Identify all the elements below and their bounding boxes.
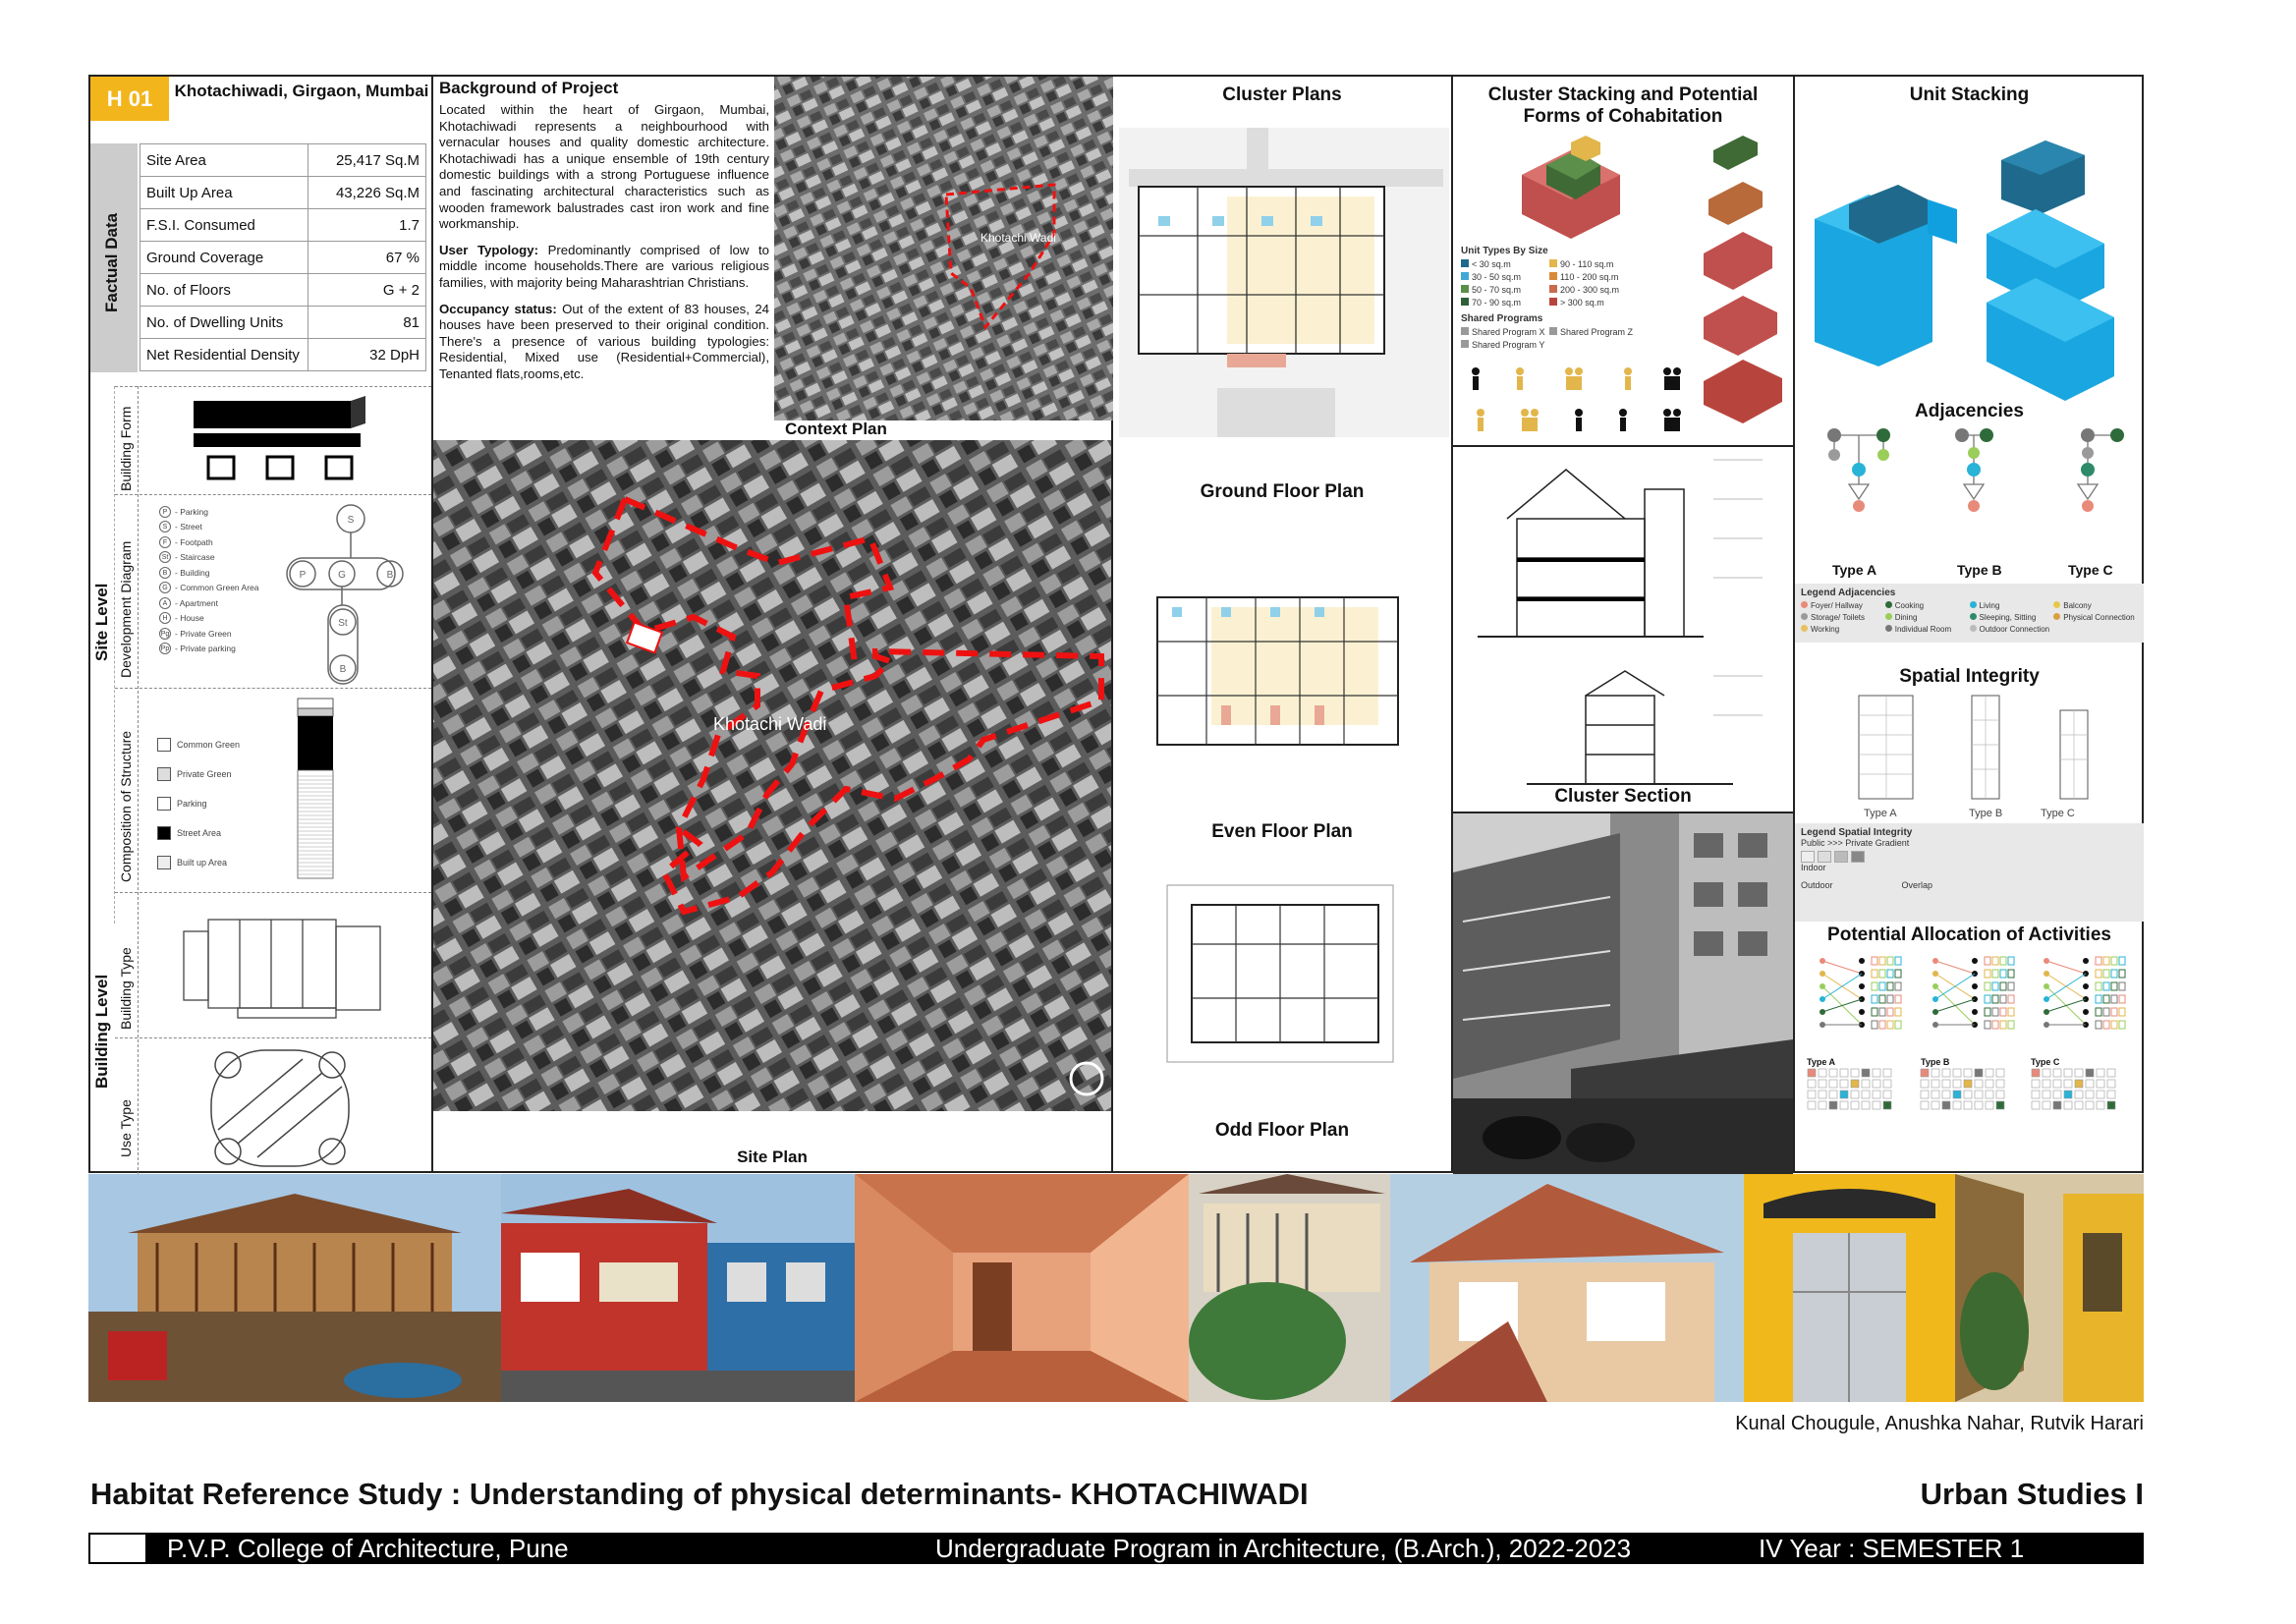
- photo-lane: [1955, 1174, 2144, 1402]
- dev-legend-item: A - Apartment: [159, 595, 297, 611]
- adjacency-legend-item: Balcony: [2053, 601, 2138, 610]
- factual-value: 43,226 Sq.M: [308, 177, 426, 209]
- allocation-title: Potential Allocation of Activities: [1827, 924, 2111, 945]
- photo-house-1: [88, 1174, 501, 1402]
- dev-legend-item: G - Common Green Area: [159, 581, 297, 596]
- svg-text:P: P: [299, 570, 307, 581]
- adjacency-legend-item: Sleeping, Sitting: [1970, 613, 2054, 622]
- adjacency-diagrams: [1805, 425, 2139, 519]
- photo-house-2: [501, 1174, 855, 1402]
- adjacency-legend-item: Working: [1801, 625, 1885, 634]
- cluster-stacking-diagram: [1512, 131, 1630, 239]
- composition-legend-item: Built up Area: [157, 848, 305, 877]
- authors: Kunal Chougule, Anushka Nahar, Rutvik Harari: [1735, 1413, 2144, 1434]
- svg-text:St: St: [338, 618, 348, 629]
- background-block: [439, 79, 769, 383]
- composition-legend: [157, 730, 305, 877]
- shared-program-item: Shared Program Z: [1549, 327, 1638, 337]
- building-level-bar: [90, 666, 115, 1175]
- svg-text:S: S: [347, 515, 355, 526]
- spatial-integrity-diagrams: [1849, 691, 2104, 809]
- shared-program-item: Shared Program Y: [1461, 340, 1549, 350]
- factual-row: [140, 274, 426, 307]
- photo-balcony: [1189, 1174, 1390, 1402]
- dev-legend-item: H - House: [159, 611, 297, 627]
- unit-stacking-diagram: [1810, 116, 2134, 401]
- unit-type-item: 30 - 50 sq.m: [1461, 272, 1549, 282]
- factual-row: [140, 177, 426, 209]
- street-photo-bw: [1453, 813, 1793, 1175]
- adjacency-legend-item: Living: [1970, 601, 2054, 610]
- adjacency-legend-item: Storage/ Toilets: [1801, 613, 1885, 622]
- factual-key: Ground Coverage: [140, 242, 308, 274]
- left-column: [90, 77, 433, 1171]
- photo-corridor: [855, 1174, 1189, 1402]
- building-type-label: Building Type: [118, 947, 134, 1030]
- odd-floor-plan: [1162, 880, 1408, 1067]
- factual-value: G + 2: [308, 274, 426, 307]
- adjacency-legend-item: Dining: [1885, 613, 1970, 622]
- footer-bar: [88, 1533, 2144, 1564]
- typology-text: User Typology: Predominantly comprised of low to middle income households.There are various religious families, with majority being Maharashtrian Christians.: [439, 242, 769, 290]
- factual-row: [140, 339, 426, 371]
- college-name: P.V.P. College of Architecture, Pune: [167, 1534, 569, 1563]
- program-name: Undergraduate Program in Architecture, (B.Arch.), 2022-2023: [935, 1534, 1632, 1563]
- spatial-legend: Legend Spatial Integrity Public >>> Private Gradient Indoor Outdoor Overlap: [1795, 823, 2144, 922]
- factual-value: 81: [308, 307, 426, 339]
- map-label: Khotachi Wadi: [713, 714, 827, 734]
- unit-type-item: 200 - 300 sq.m: [1549, 285, 1638, 295]
- unit-type-item: 110 - 200 sq.m: [1549, 272, 1638, 282]
- factual-data-table: [140, 143, 426, 371]
- unit-column: Unit Stacking Adjacencies Type A Type B Type C Legend Adjacencies Foyer/ Hallway Cooking Living Balcony Storage/ Toilets Dining Sleeping, Sitting Physical Connection Working Individual Room Outdoor Connection Spatial Integrity Type A Type B Type C Legend Spatial Integrity Public >>> Private Gradient Indoor Outdoor Overlap Potential Allocation of Activities Type A Type B Type C: [1795, 77, 2144, 1171]
- adjacencies-title: Adjacencies: [1915, 401, 2024, 421]
- unit-stacking-title: Unit Stacking: [1909, 84, 2030, 105]
- stacking-column: [1453, 77, 1795, 1171]
- factual-value: 1.7: [308, 209, 426, 242]
- adjacency-legend-item: Foyer/ Hallway: [1801, 601, 1885, 610]
- code-badge: H 01: [90, 77, 169, 121]
- cluster-section-title: Cluster Section: [1554, 786, 1692, 807]
- photo-yellow-door: [1744, 1174, 1955, 1402]
- context-plan-label: Context Plan: [785, 420, 887, 438]
- factual-key: No. of Dwelling Units: [140, 307, 308, 339]
- dev-legend-item: F - Footpath: [159, 534, 297, 550]
- svg-text:Khotachi Wadi: Khotachi Wadi: [980, 231, 1056, 245]
- factual-key: No. of Floors: [140, 274, 308, 307]
- background-title: Background of Project: [439, 79, 619, 97]
- site-plan-label: Site Plan: [737, 1148, 808, 1166]
- svg-text:G: G: [338, 570, 346, 581]
- adjacency-legend-item: Outdoor Connection: [1970, 625, 2054, 634]
- factual-row: [140, 307, 426, 339]
- year-semester: IV Year : SEMESTER 1: [1759, 1534, 2025, 1563]
- adjacency-legend-item: Cooking: [1885, 601, 1970, 610]
- factual-value: 25,417 Sq.M: [308, 144, 426, 177]
- photo-house-3: [1390, 1174, 1744, 1402]
- even-floor-plan: [1152, 588, 1408, 764]
- factual-key: Site Area: [140, 144, 308, 177]
- building-form-label: Building Form: [118, 406, 134, 491]
- site-column: [433, 77, 1113, 1171]
- composition-legend-item: Parking: [157, 789, 305, 818]
- factual-key: Built Up Area: [140, 177, 308, 209]
- unit-stack-exploded: [1699, 131, 1787, 455]
- occupancy-text: Occupancy status: Out of the extent of 83 houses, 24 houses have been preserved to their original condition. There's a presence of various building typologies: Residential, Mixed use (Residential+Commercial), Tenanted flats,rooms,etc.: [439, 301, 769, 381]
- even-floor-label: Even Floor Plan: [1211, 821, 1353, 842]
- composition-legend-item: Street Area: [157, 818, 305, 848]
- cohabitation-icons: [1461, 362, 1697, 440]
- cluster-column: [1113, 77, 1453, 1171]
- factual-key: Net Residential Density: [140, 339, 308, 371]
- site-level-label: Site Level: [92, 583, 111, 661]
- odd-floor-label: Odd Floor Plan: [1214, 1120, 1350, 1141]
- spatial-integrity-title: Spatial Integrity: [1899, 666, 2040, 687]
- factual-key: F.S.I. Consumed: [140, 209, 308, 242]
- unit-type-item: 70 - 90 sq.m: [1461, 298, 1549, 308]
- ground-floor-label: Ground Floor Plan: [1200, 481, 1365, 502]
- dev-legend-item: P - Parking: [159, 504, 297, 520]
- cluster-stacking-title: Cluster Stacking and Potential Forms of Cohabitation: [1487, 84, 1759, 127]
- factual-data-label: Factual Data: [102, 212, 121, 312]
- shared-program-item: Shared Program X: [1461, 327, 1549, 337]
- development-diagram-label: Development Diagram: [118, 540, 134, 678]
- svg-text:B: B: [386, 570, 394, 581]
- svg-text:B: B: [339, 664, 347, 675]
- adjacency-legend: Legend Adjacencies Foyer/ Hallway Cooking Living Balcony Storage/ Toilets Dining Sleeping, Sitting Physical Connection Working Individual Room Outdoor Connection: [1795, 584, 2144, 643]
- context-plan-image: [774, 77, 1113, 420]
- location-title: Khotachiwadi, Girgaon, Mumbai: [174, 82, 429, 100]
- unit-type-item: 90 - 110 sq.m: [1549, 259, 1638, 269]
- factual-row: [140, 242, 426, 274]
- dev-legend-item: St - Staircase: [159, 550, 297, 566]
- allocation-diagrams: [1803, 951, 2137, 1118]
- site-plan-image: [433, 440, 1111, 1111]
- composition-legend-item: Private Green: [157, 759, 305, 789]
- dev-legend-item: B - Building: [159, 565, 297, 581]
- composition-bar: [297, 698, 336, 880]
- factual-value: 67 %: [308, 242, 426, 274]
- building-type-diagram: [179, 902, 415, 1030]
- board: [88, 75, 2144, 1173]
- course-title: Urban Studies I: [1920, 1477, 2144, 1511]
- use-type-label: Use Type: [118, 1099, 134, 1157]
- composition-legend-item: Common Green: [157, 730, 305, 759]
- ground-floor-plan: [1119, 128, 1449, 437]
- development-diagram: [277, 499, 424, 686]
- adjacency-legend-item: Physical Connection: [2053, 613, 2138, 622]
- dev-legend-item: S - Street: [159, 520, 297, 535]
- cluster-plans-title: Cluster Plans: [1222, 84, 1342, 105]
- adjacency-legend-item: Individual Room: [1885, 625, 1970, 634]
- unit-type-item: < 30 sq.m: [1461, 259, 1549, 269]
- unit-type-item: > 300 sq.m: [1549, 298, 1638, 308]
- building-form-diagram: [189, 396, 385, 489]
- factual-row: [140, 144, 426, 177]
- background-text: Located within the heart of Girgaon, Mumbai, Khotachiwadi represents a neighbourhood with vernacular houses and quality domestic architecture. Khotachiwadi has a unique ensemble of 19th century domestic buildings with a strong Portuguese influence and fascinating architectural characteristics such as wooden framework balustrades cast iron work and fine workmanship.: [439, 102, 769, 232]
- factual-row: [140, 209, 426, 242]
- dev-legend-item: Pg - Private Green: [160, 628, 232, 639]
- building-level-label: Building Level: [92, 974, 111, 1089]
- unit-type-item: 50 - 70 sq.m: [1461, 285, 1549, 295]
- cluster-section-drawing: [1478, 450, 1772, 789]
- board-title: Habitat Reference Study : Understanding of physical determinants- KHOTACHIWADI: [90, 1477, 1309, 1511]
- factual-value: 32 DpH: [308, 339, 426, 371]
- composition-label: Composition of Structure: [118, 730, 134, 882]
- unit-types-legend: Unit Types By Size < 30 sq.m 90 - 110 sq.m 30 - 50 sq.m 110 - 200 sq.m 50 - 70 sq.m 200 - 300 sq.m 70 - 90 sq.m > 300 sq.m Shared Programs Shared Program X Shared Program Z Shared Program Y: [1461, 246, 1638, 350]
- development-legend: [159, 504, 297, 656]
- dev-legend-item: Pp - Private parking: [160, 644, 236, 654]
- use-type-diagram: [208, 1047, 356, 1170]
